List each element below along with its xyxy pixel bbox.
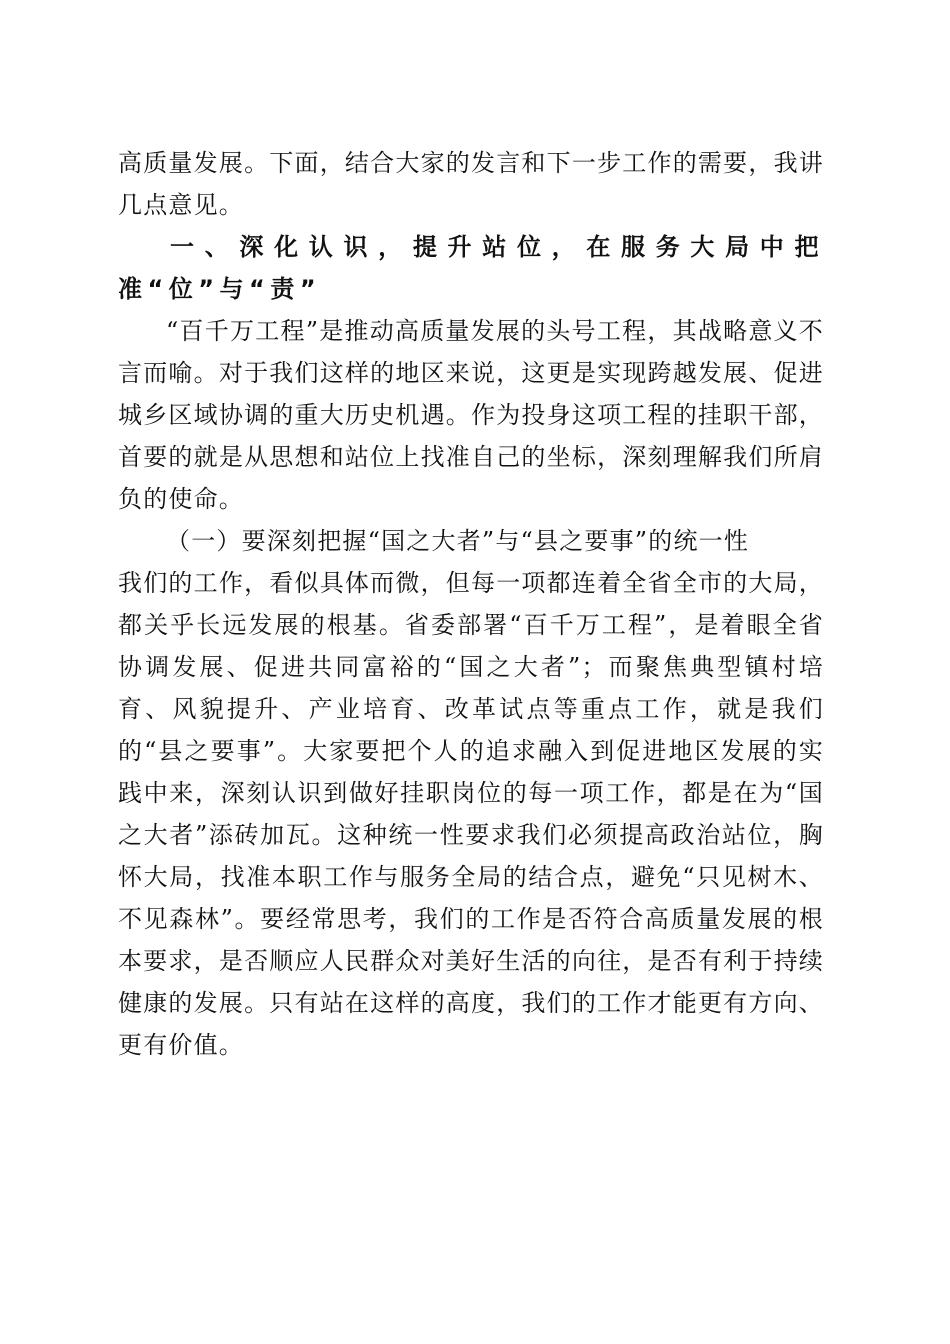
- document-body: [118, 142, 824, 1066]
- subsection-1-paragraph: 我们的工作，看似具体而微，但每一项都连着全省全市的大局，都关乎长远发展的根基。省委部署“百千万工程”，是着眼全省协调发展、促进共同富裕的“国之大者”；而聚焦典型镇村培育、风貌提升、产业培育、改革试点等重点工作，就是我们的“县之要事”。大家要把个人的追求融入到促进地区发展的实践中来，深刻认识到做好挂职岗位的每一项工作，都是在为“国之大者”添砖加瓦。这种统一性要求我们必须提高政治站位，胸怀大局，找准本职工作与服务全局的结合点，避免“只见树木、不见森林”。要经常思考，我们的工作是否符合高质量发展的根本要求，是否顺应人民群众对美好生活的向往，是否有利于持续健康的发展。只有站在这样的高度，我们的工作才能更有方向、更有价值。: [118, 569, 824, 1059]
- section-1-paragraph: “百千万工程”是推动高质量发展的头号工程，其战略意义不言而喻。对于我们这样的地区来说，这更是实现跨越发展、促进城乡区域协调的重大历史机遇。作为投身这项工程的挂职干部，首要的就是从思想和站位上找准自己的坐标，深刻理解我们所肩负的使命。: [118, 317, 824, 513]
- subsection-heading-1: （一）要深刻把握“国之大者”与“县之要事”的统一性: [166, 527, 750, 555]
- section-heading-1: 一、深化认识，提升站位，在服务大局中把准“位”与“责”: [118, 233, 824, 303]
- intro-paragraph: 高质量发展。下面，结合大家的发言和下一步工作的需要，我讲几点意见。: [118, 149, 824, 219]
